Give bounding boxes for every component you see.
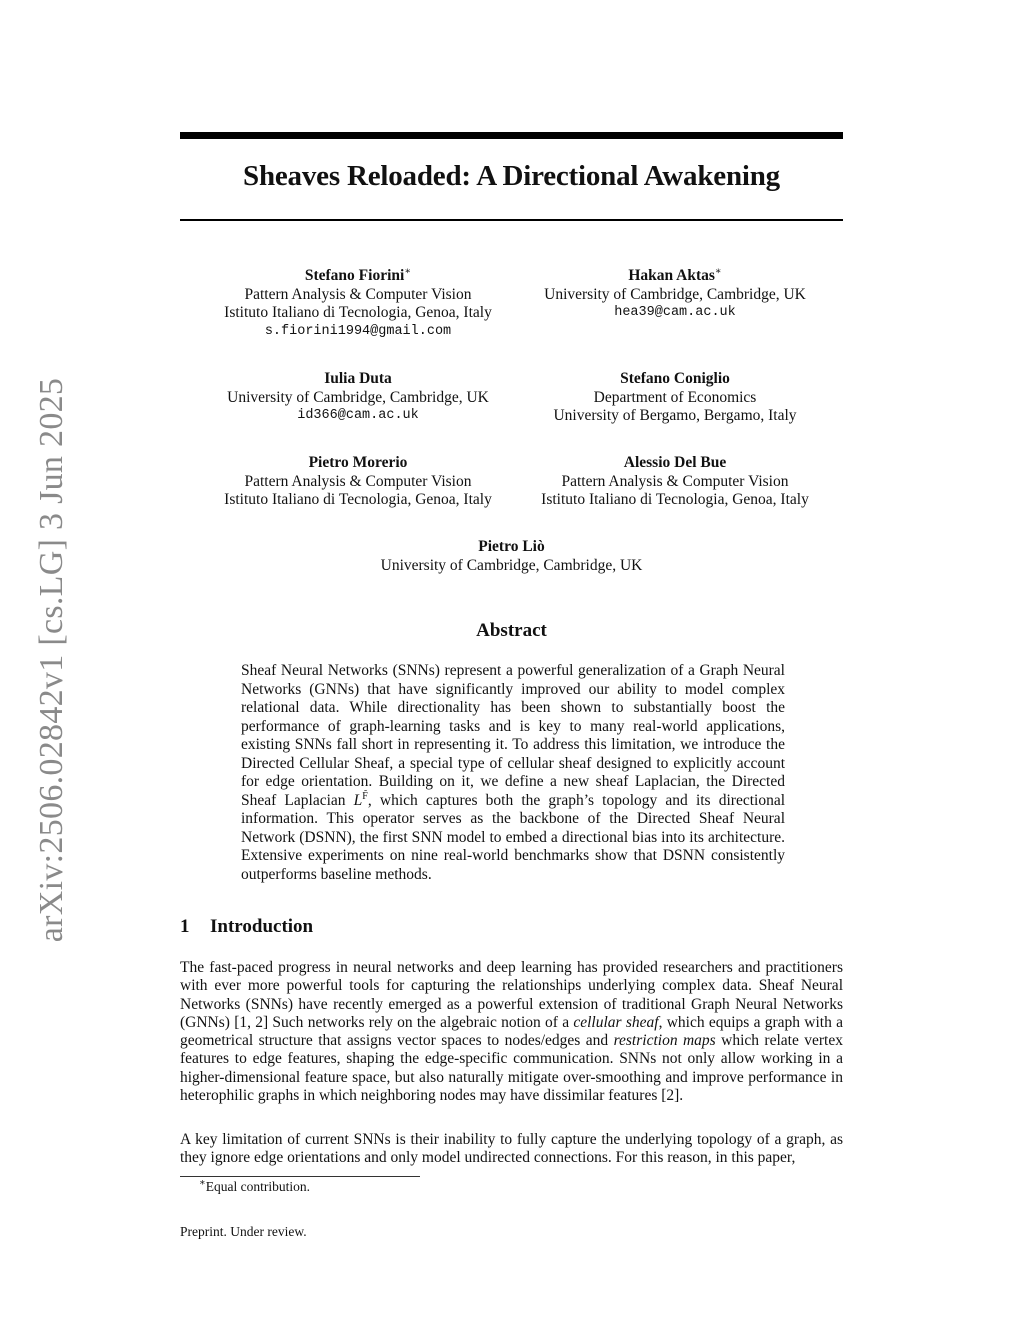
author-block xyxy=(180,538,843,575)
footnote xyxy=(199,1179,310,1195)
title-bottom-rule xyxy=(180,219,843,221)
author-email[interactable]: s.fiorini1994@gmail.com xyxy=(264,323,452,339)
author-name: Pietro Liò xyxy=(478,538,545,555)
author-affiliation: University of Bergamo, Bergamo, Italy xyxy=(553,407,797,424)
author-block xyxy=(180,267,536,341)
author-affiliation: University of Cambridge, Cambridge, UK xyxy=(544,285,806,303)
emphasis-term: restriction maps xyxy=(613,1032,716,1050)
author-email[interactable]: id366@cam.ac.uk xyxy=(297,408,419,423)
author-name: Hakan Aktas xyxy=(628,267,715,284)
laplacian-symbol: L xyxy=(353,791,363,809)
abstract-text: , which captures both the graph’s topology and its directional information. This operator serves as the backbone of the Directed Sheaf Neural Network (DSNN), the first SNN model to embed a directional bias into its architecture. Extensive experiments on nine real-world benchmarks show that DSNN consistently outperforms baseline methods. xyxy=(241,791,786,883)
section-heading-introduction xyxy=(180,916,313,938)
intro-paragraph xyxy=(180,959,843,1105)
paragraph-text: The fast-paced progress in neural networks and deep learning has provided researchers and practitioners with ever more powerful tools for capturing the relationships underlying complex data. Sheaf Neural Networks (SNNs) have recently emerged as a powerful extension of traditional Graph Neural Networks (GNNs) [1, 2] Such networks rely on the algebraic notion of a xyxy=(180,959,843,1031)
author-affiliation: Pattern Analysis & Computer Vision xyxy=(244,285,472,303)
author-block xyxy=(500,267,850,323)
author-affiliation: University of Cambridge, Cambridge, UK xyxy=(380,556,643,574)
author-name: Pietro Morerio xyxy=(308,454,408,471)
author-block xyxy=(180,454,536,510)
abstract-text: Sheaf Neural Networks (SNNs) represent a powerful generalization of a Graph Neural Networks (GNNs) that have significantly improved our ability to model complex relational data. While directionality has been shown to substantially boost the performance of graph-learning tasks and is key to many real-world applications, existing SNNs fall short in representing it. To address this limitation, we introduce the Directed Cellular Sheaf, a special type of cellular sheaf designed to explicitly account for edge orientation. Building on it, we define a new sheaf Laplacian, the Directed Sheaf Laplacian xyxy=(241,662,785,809)
page-footer: Preprint. Under review. xyxy=(180,1224,307,1239)
author-email[interactable]: hea39@cam.ac.uk xyxy=(614,305,736,320)
author-affiliation: Pattern Analysis & Computer Vision xyxy=(244,472,472,490)
author-name: Stefano Coniglio xyxy=(620,370,730,387)
author-name: Iulia Duta xyxy=(324,370,392,387)
author-affiliation: Istituto Italiano di Tecnologia, Genoa, Italy xyxy=(541,491,809,508)
section-title: Introduction xyxy=(210,916,314,937)
paragraph-text: which relate vertex features to edge features, shaping the edge-specific communication. SNNs not only allow working in a higher-dimensional feature space, but also naturally mitigate over-smoothing and improve performance in heterophilic graphs in which neighboring nodes may have dissimilar features [2]. xyxy=(180,1032,843,1105)
author-block xyxy=(180,370,536,426)
paper-title: Sheaves Reloaded: A Directional Awakening xyxy=(243,160,780,192)
laplacian-superscript: F̃ xyxy=(362,790,368,802)
author-block xyxy=(500,454,850,510)
author-affiliation: Pattern Analysis & Computer Vision xyxy=(561,472,789,490)
emphasis-term: cellular sheaf xyxy=(573,1013,659,1031)
author-affiliation: Department of Economics xyxy=(593,388,757,406)
author-mark: ∗ xyxy=(404,265,412,277)
abstract-body xyxy=(241,662,785,884)
author-block xyxy=(500,370,850,426)
author-affiliation: Istituto Italiano di Tecnologia, Genoa, Italy xyxy=(224,491,492,508)
abstract-heading: Abstract xyxy=(476,620,547,641)
author-name: Alessio Del Bue xyxy=(623,454,727,471)
author-mark: ∗ xyxy=(714,265,722,277)
footnote-text: Equal contribution. xyxy=(205,1179,311,1194)
intro-paragraph: A key limitation of current SNNs is their inability to fully capture the underlying topology of a graph, as they ignore edge orientations and only model undirected connections. For this reason, in this paper, xyxy=(180,1131,843,1167)
footnote-rule xyxy=(180,1176,420,1177)
author-affiliation: University of Cambridge, Cambridge, UK xyxy=(227,388,489,406)
paragraph-text: , which equips a graph with a geometrical structure that assigns vector spaces to nodes/edges and xyxy=(180,1013,843,1050)
title-top-rule xyxy=(180,132,843,139)
author-affiliation: Istituto Italiano di Tecnologia, Genoa, Italy xyxy=(224,304,492,321)
author-name: Stefano Fiorini xyxy=(304,267,405,284)
footnote-mark: ∗ xyxy=(199,1177,206,1189)
arxiv-stamp: arXiv:2506.02842v1 [cs.LG] 3 Jun 2025 xyxy=(33,377,70,943)
section-number: 1 xyxy=(180,916,190,937)
